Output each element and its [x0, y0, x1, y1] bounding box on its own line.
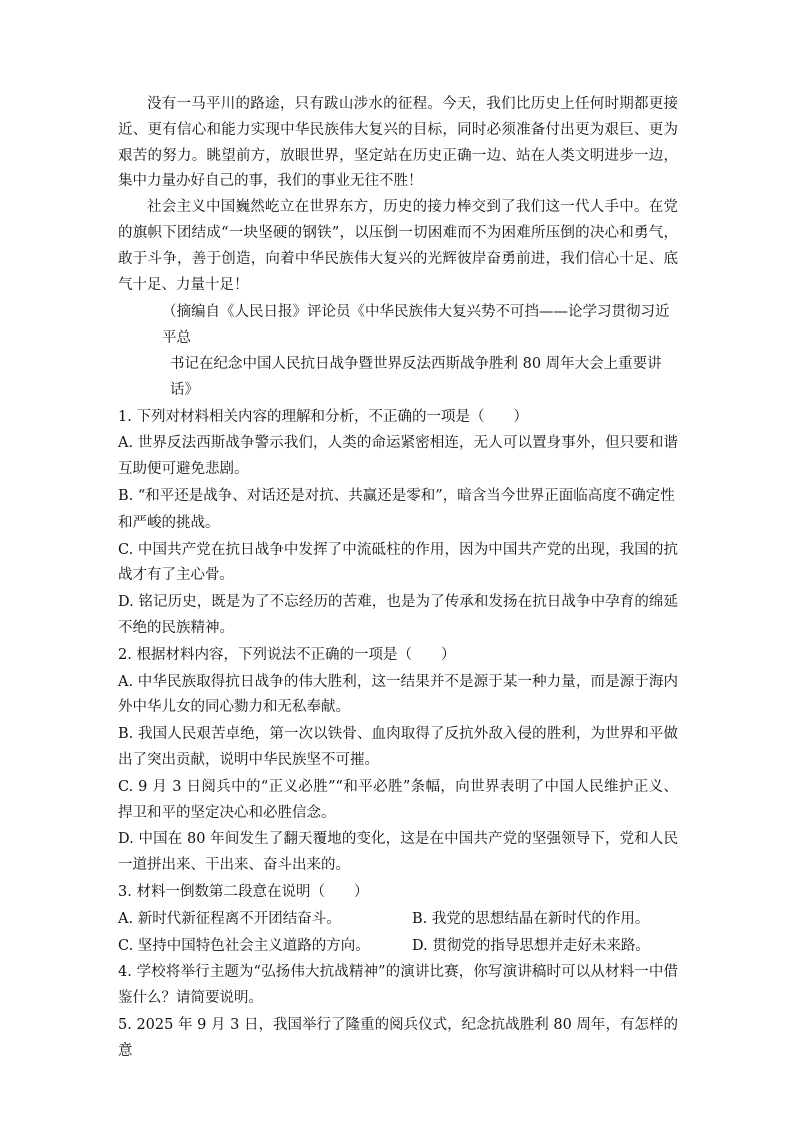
- source-citation-line-2: 书记在纪念中国人民抗日战争暨世界反法西斯战争胜利 80 周年大会上重要讲话》: [170, 355, 662, 398]
- question-4-stem: 4. 学校将举行主题为“弘扬伟大抗战精神”的演讲比赛，你写演讲稿时可以从材料一中借鉴什么？请简要说明。: [118, 964, 678, 1007]
- question-3-option-d: D. 贯彻党的指导思想并走好未来路。: [412, 937, 650, 954]
- passage-paragraph-1: 没有一马平川的路途，只有跋山涉水的征程。今天，我们比历史上任何时期都更接近、更有信心和能力实现中华民族伟大复兴的目标，同时必须准备付出更为艰巨、更为艰苦的努力。眺望前方，放眼世界，坚定站在历史正确一边、站在人类文明进步一边，集中力量办好自己的事，我们的事业无往不胜！: [118, 96, 678, 190]
- question-3-option-b: B. 我党的思想结晶在新时代的作用。: [412, 910, 650, 927]
- passage-paragraph-2: 社会主义中国巍然屹立在世界东方，历史的接力棒交到了我们这一代人手中。在党的旗帜下团结成“一块坚硬的钢铁”，以压倒一切困难而不为困难所压倒的决心和勇气，敢于斗争，善于创造，向着中华民族伟大复兴的光辉彼岸奋勇前进，我们信心十足、底气十足、力量十足！: [118, 199, 678, 293]
- question-2-stem: 2. 根据材料内容，下列说法不正确的一项是（ ）: [118, 646, 456, 663]
- question-3-option-a: A. 新时代新征程离不开团结奋斗。: [118, 910, 341, 927]
- question-5-stem: 5. 2025 年 9 月 3 日，我国举行了隆重的阅兵仪式，纪念抗战胜利 80 周年，有怎样的意: [118, 1016, 678, 1059]
- question-1-option-c: C. 中国共产党在抗日战争中发挥了中流砥柱的作用，因为中国共产党的出现，我国的抗战才有了主心骨。: [118, 541, 678, 584]
- question-1-option-a: A. 世界反法西斯战争警示我们，人类的命运紧密相连，无人可以置身事外，但只要和谐互助便可避免悲剧。: [118, 435, 678, 478]
- question-2: [118, 643, 678, 879]
- question-3-option-c: C. 坚持中国特色社会主义道路的方向。: [118, 937, 370, 954]
- question-2-option-c: C. 9 月 3 日阅兵中的“正义必胜”“和平必胜”条幅，向世界表明了中国人民维护正义、捍卫和平的坚定决心和必胜信念。: [118, 778, 678, 821]
- question-2-option-a: A. 中华民族取得抗日战争的伟大胜利，这一结果并不是源于某一种力量，而是源于海内外中华儿女的同心勠力和无私奉献。: [118, 673, 678, 716]
- document-body: [118, 92, 678, 1064]
- question-2-option-d: D. 中国在 80 年间发生了翻天覆地的变化，这是在中国共产党的坚强领导下，党和人民一道拼出来、干出来、奋斗出来的。: [118, 831, 678, 874]
- question-3-options-row-1: [118, 907, 678, 933]
- question-3-options-row-2: [118, 934, 678, 960]
- question-1-option-b-line-1: B. “和平还是战争、对话还是对抗、共赢还是零和”，暗含当今世界正面临高度不确定性: [118, 487, 675, 504]
- source-citation-line-1: （摘编自《人民日报》评论员《中华民族伟大复兴势不可挡——论学习贯彻习近平总: [162, 304, 670, 347]
- question-3: [118, 880, 678, 959]
- question-1: [118, 405, 678, 642]
- question-3-stem: 3. 材料一倒数第二段意在说明（ ）: [118, 883, 369, 900]
- question-1-stem: 1. 下列对材料相关内容的理解和分析，不正确的一项是（ ）: [118, 408, 528, 425]
- question-1-option-b-line-2: 和严峻的挑战。: [118, 514, 220, 531]
- question-1-option-d: D. 铭记历史，既是为了不忘经历的苦难，也是为了传承和发扬在抗日战争中孕育的绵延不绝的民族精神。: [118, 594, 678, 636]
- question-2-option-b: B. 我国人民艰苦卓绝，第一次以铁骨、血肉取得了反抗外敌入侵的胜利，为世界和平做出了突出贡献，说明中华民族坚不可摧。: [118, 726, 678, 768]
